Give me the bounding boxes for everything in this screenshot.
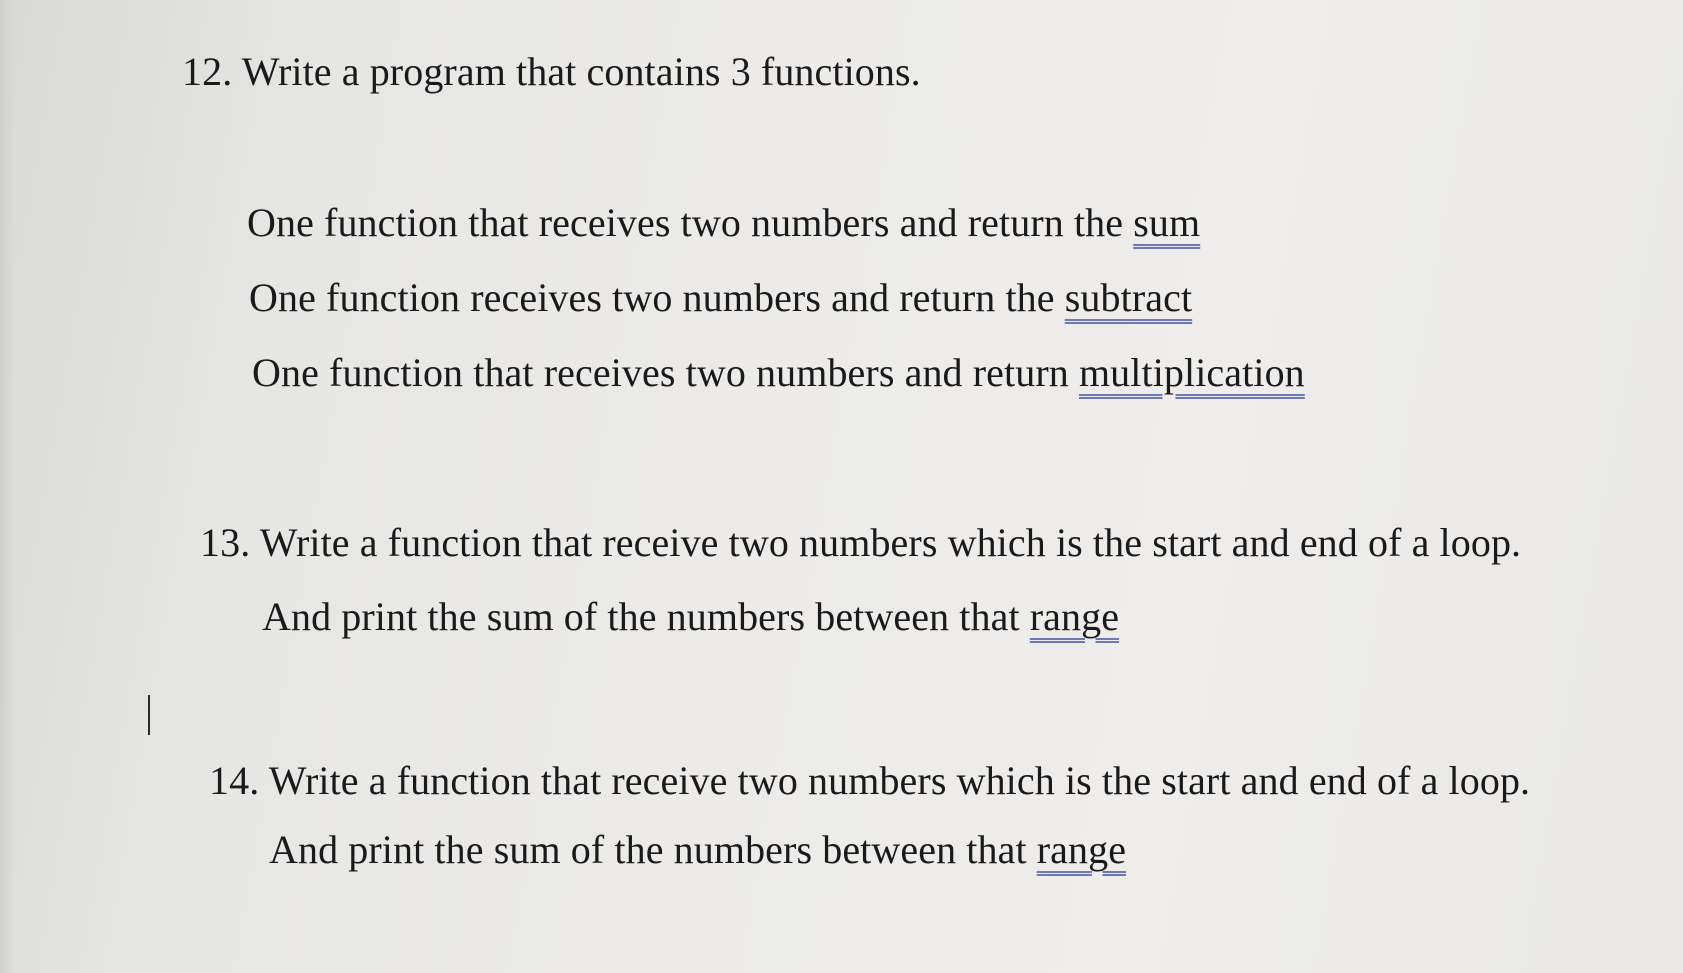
page-edge-shadow [0, 0, 14, 973]
question-13-line-2-text: And print the sum of the numbers between that [262, 594, 1030, 639]
question-12-item-2 [249, 274, 1192, 322]
question-14-line-2-text: And print the sum of the numbers between that [269, 827, 1037, 872]
item-1-text: One function that receives two numbers and return the [247, 200, 1134, 245]
question-14-line-1 [209, 757, 1530, 805]
question-14-text: Write a function that receive two numbers which is the start and end of a loop. [268, 758, 1531, 803]
question-12-text: Write a program that contains 3 functions. [241, 49, 921, 94]
question-13-line-2 [262, 593, 1119, 641]
question-14-number: 14. [209, 758, 260, 803]
item-3-underlined-word: multiplication [1078, 350, 1305, 395]
question-12-item-3 [252, 349, 1305, 397]
question-12-number: 12. [182, 49, 233, 94]
item-3-text: One function that receives two numbers and return [252, 350, 1079, 395]
text-cursor [148, 695, 150, 735]
question-14-underlined-word: range [1036, 827, 1127, 872]
question-13-text: Write a function that receive two numbers which is the start and end of a loop. [259, 520, 1522, 565]
question-13-line-1 [200, 519, 1521, 567]
item-2-text: One function receives two numbers and return the [249, 275, 1065, 320]
item-1-underlined-word: sum [1133, 200, 1201, 245]
question-12-item-1 [247, 199, 1200, 247]
question-14-line-2 [269, 826, 1126, 874]
item-2-underlined-word: subtract [1064, 275, 1193, 320]
question-13-underlined-word: range [1029, 594, 1120, 639]
question-12-heading [182, 48, 921, 96]
question-13-number: 13. [200, 520, 251, 565]
